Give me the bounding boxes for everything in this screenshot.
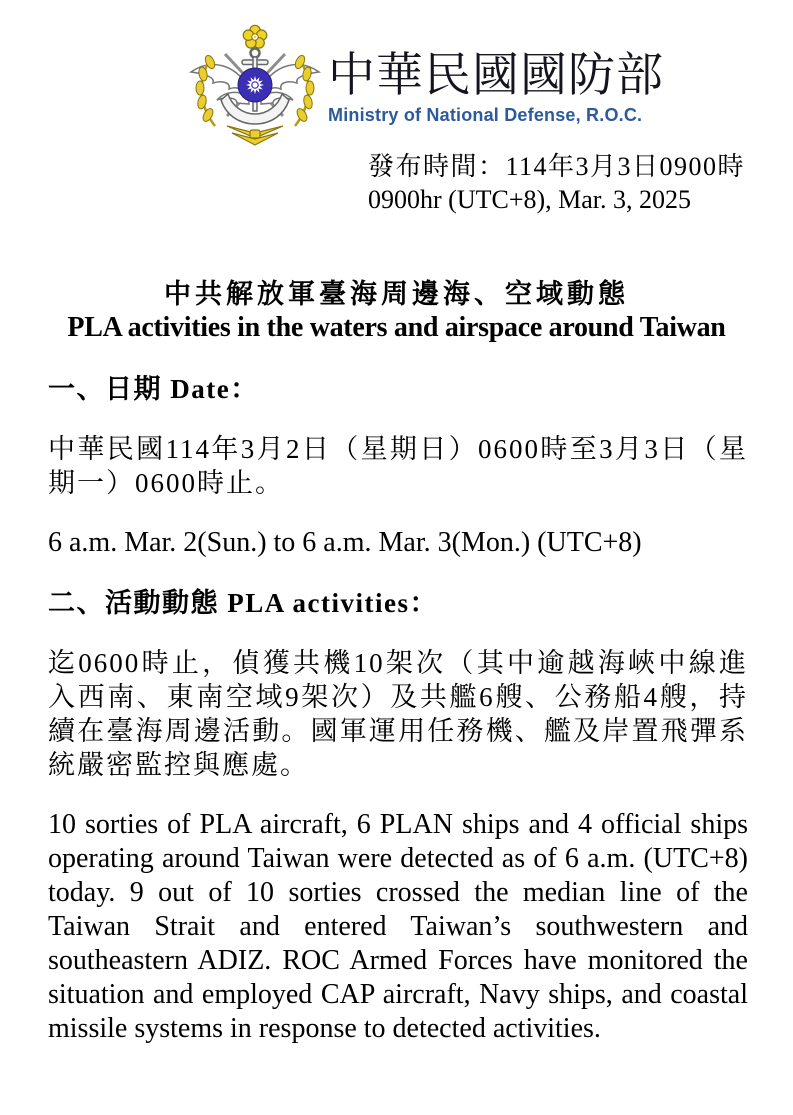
wheat-tie-icon [227, 126, 283, 145]
document-title [0, 277, 793, 345]
document-title-en: PLA activities in the waters and airspace around Taiwan [67, 312, 726, 343]
paragraph-activities-en: 10 sorties of PLA aircraft, 6 PLAN ships and 4 official ships operating around Taiwan were detected as of 6 a.m. (UTC+8) today. 9 out of 10 sorties crossed the median line of the Taiwan Strait and entered Taiwan’s southwestern and southeastern ADIZ. ROC Armed Forces have monitored the situation and employed CAP aircraft, Navy ships, and coastal missile systems in response to detected activities. [48, 809, 748, 1044]
paragraph-date-zh: 中華民國114年3月2日（星期日）0600時至3月3日（星期一）0600時止。 [48, 434, 748, 498]
document-title-zh: 中共解放軍臺海周邊海、空域動態 [164, 279, 629, 309]
release-time-en: 0900hr (UTC+8), Mar. 3, 2025 [368, 185, 692, 214]
section-activities-heading: 二、活動動態 PLA activities： [48, 588, 438, 618]
plum-blossom-icon [243, 25, 267, 48]
mnd-emblem-icon [185, 22, 325, 156]
org-name-en: Ministry of National Defense, R.O.C. [328, 105, 643, 125]
release-time-zh: 發布時間：114年3月3日0900時 [368, 152, 746, 181]
section-date [48, 372, 748, 560]
document-body [48, 372, 748, 1072]
section-date-heading: 一、日期 Date： [48, 374, 259, 404]
section-activities [48, 586, 748, 1046]
org-name-zh: 中華民國國防部 [328, 50, 664, 102]
release-time [368, 150, 745, 216]
white-sun-disc-icon [238, 68, 272, 102]
paragraph-date-en: 6 a.m. Mar. 2(Sun.) to 6 a.m. Mar. 3(Mon.) (UTC+8) [48, 527, 642, 558]
paragraph-activities-zh: 迄0600時止，偵獲共機10架次（其中逾越海峽中線進入西南、東南空域9架次）及共艦6艘、公務船4艘，持續在臺海周邊活動。國軍運用任務機、艦及岸置飛彈系統嚴密監控與應處。 [48, 648, 748, 780]
org-header [328, 50, 664, 126]
